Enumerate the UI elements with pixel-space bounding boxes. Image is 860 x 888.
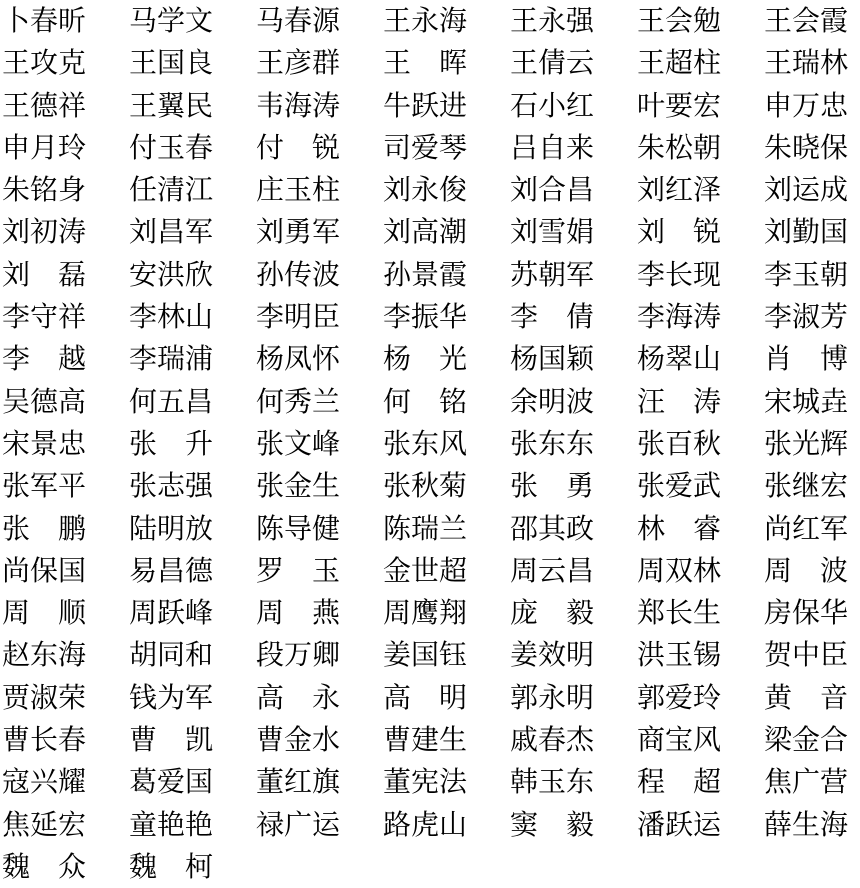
person-name: 何秀兰	[256, 384, 341, 418]
person-name: 杨 光	[383, 342, 468, 376]
person-name: 姜效明	[510, 638, 595, 672]
person-name: 贺中臣	[764, 638, 849, 672]
person-name: 童艳艳	[129, 807, 214, 841]
person-name: 刘 锐	[637, 215, 722, 249]
person-name: 戚春杰	[510, 723, 595, 757]
person-name: 刘红泽	[637, 173, 722, 207]
person-name: 窦 毅	[510, 807, 595, 841]
person-name: 王会勉	[637, 4, 722, 37]
person-name: 林 睿	[637, 511, 722, 545]
person-name: 朱松朝	[637, 130, 722, 164]
person-name: 曹 凯	[129, 723, 214, 757]
person-name: 张东风	[383, 426, 468, 460]
person-name: 吴德高	[2, 384, 87, 418]
person-name: 李振华	[383, 300, 468, 334]
person-name: 张东东	[510, 426, 595, 460]
person-name: 周鹰翔	[383, 596, 468, 630]
person-name: 刘勇军	[256, 215, 341, 249]
person-name: 付 锐	[256, 130, 341, 164]
person-name: 安洪欣	[129, 257, 214, 291]
person-name: 曹建生	[383, 723, 468, 757]
person-name: 董宪法	[383, 765, 468, 799]
person-name: 李守祥	[2, 300, 87, 334]
person-name: 王彦群	[256, 46, 341, 80]
person-name: 张秋菊	[383, 469, 468, 503]
person-name: 李海涛	[637, 300, 722, 334]
person-name: 郭爱玲	[637, 680, 722, 714]
person-name: 周双林	[637, 553, 722, 587]
person-name: 薛生海	[764, 807, 849, 841]
person-name: 张光辉	[764, 426, 849, 460]
person-name: 李长现	[637, 257, 722, 291]
person-name: 刘运成	[764, 173, 849, 207]
person-name: 陆明放	[129, 511, 214, 545]
person-name: 罗 玉	[256, 553, 341, 587]
person-name: 刘初涛	[2, 215, 87, 249]
person-name: 刘 磊	[2, 257, 87, 291]
person-name: 朱晓保	[764, 130, 849, 164]
person-name: 余明波	[510, 384, 595, 418]
person-name: 禄广运	[256, 807, 341, 841]
person-name: 钱为军	[129, 680, 214, 714]
person-name: 张金生	[256, 469, 341, 503]
person-name: 付玉春	[129, 130, 214, 164]
person-name: 房保华	[764, 596, 849, 630]
person-name: 焦广营	[764, 765, 849, 799]
person-name: 段万卿	[256, 638, 341, 672]
person-name: 周云昌	[510, 553, 595, 587]
person-name: 石小红	[510, 88, 595, 122]
person-name: 王瑞林	[764, 46, 849, 80]
person-name: 邵其政	[510, 511, 595, 545]
person-name: 张爱武	[637, 469, 722, 503]
person-name: 周 顺	[2, 596, 87, 630]
person-name: 王翼民	[129, 88, 214, 122]
person-name: 李 越	[2, 342, 87, 376]
person-name: 刘昌军	[129, 215, 214, 249]
person-name: 潘跃运	[637, 807, 722, 841]
person-name: 王会霞	[764, 4, 849, 37]
person-name: 何五昌	[129, 384, 214, 418]
person-name: 王永海	[383, 4, 468, 37]
person-name: 吕自来	[510, 130, 595, 164]
person-name: 杨国颖	[510, 342, 595, 376]
person-name: 李 倩	[510, 300, 595, 334]
person-name: 刘雪娟	[510, 215, 595, 249]
person-name: 王永强	[510, 4, 595, 37]
person-name: 刘勤国	[764, 215, 849, 249]
person-name: 孙景霞	[383, 257, 468, 291]
person-name: 卜春昕	[2, 4, 87, 37]
person-name: 李淑芳	[764, 300, 849, 334]
person-name: 郑长生	[637, 596, 722, 630]
person-name: 张军平	[2, 469, 87, 503]
person-name: 王德祥	[2, 88, 87, 122]
person-name: 张继宏	[764, 469, 849, 503]
person-name: 庞 毅	[510, 596, 595, 630]
person-name: 李瑞浦	[129, 342, 214, 376]
person-name: 申月玲	[2, 130, 87, 164]
person-name: 宋城垚	[764, 384, 849, 418]
person-name: 杨翠山	[637, 342, 722, 376]
person-name: 程 超	[637, 765, 722, 799]
person-name: 寇兴耀	[2, 765, 87, 799]
person-name: 杨凤怀	[256, 342, 341, 376]
person-name: 张 鹏	[2, 511, 87, 545]
person-name: 赵东海	[2, 638, 87, 672]
person-name: 周 燕	[256, 596, 341, 630]
person-name: 梁金合	[764, 723, 849, 757]
person-name: 孙传波	[256, 257, 341, 291]
person-name: 尚红军	[764, 511, 849, 545]
person-name: 庄玉柱	[256, 173, 341, 207]
person-name: 葛爱国	[129, 765, 214, 799]
person-name: 司爱琴	[383, 130, 468, 164]
person-name: 王 晖	[383, 46, 468, 80]
person-name: 焦延宏	[2, 807, 87, 841]
person-name: 牛跃进	[383, 88, 468, 122]
person-name: 肖 博	[764, 342, 849, 376]
person-name: 任清江	[129, 173, 214, 207]
person-name: 申万忠	[764, 88, 849, 122]
person-name: 曹金水	[256, 723, 341, 757]
person-name: 张 升	[129, 426, 214, 460]
person-name: 陈瑞兰	[383, 511, 468, 545]
person-name: 韦海涛	[256, 88, 341, 122]
person-name: 贾淑荣	[2, 680, 87, 714]
person-name: 黄 音	[764, 680, 849, 714]
person-name: 王倩云	[510, 46, 595, 80]
person-name: 易昌德	[129, 553, 214, 587]
person-name: 张文峰	[256, 426, 341, 460]
person-name: 高 永	[256, 680, 341, 714]
person-name: 马学文	[129, 4, 214, 37]
person-name: 胡同和	[129, 638, 214, 672]
person-name: 刘高潮	[383, 215, 468, 249]
person-name: 王国良	[129, 46, 214, 80]
person-name: 曹长春	[2, 723, 87, 757]
person-name: 王攻克	[2, 46, 87, 80]
person-name: 董红旗	[256, 765, 341, 799]
person-name: 李林山	[129, 300, 214, 334]
person-name: 李玉朝	[764, 257, 849, 291]
person-name: 商宝风	[637, 723, 722, 757]
person-name: 叶要宏	[637, 88, 722, 122]
person-name: 李明臣	[256, 300, 341, 334]
person-name: 张百秋	[637, 426, 722, 460]
person-name: 马春源	[256, 4, 341, 37]
person-name: 刘合昌	[510, 173, 595, 207]
person-name: 尚保国	[2, 553, 87, 587]
person-name: 张 勇	[510, 469, 595, 503]
person-name: 朱铭身	[2, 173, 87, 207]
person-name: 何 铭	[383, 384, 468, 418]
person-name: 韩玉东	[510, 765, 595, 799]
person-name: 宋景忠	[2, 426, 87, 460]
person-name: 汪 涛	[637, 384, 722, 418]
person-name: 郭永明	[510, 680, 595, 714]
person-name: 刘永俊	[383, 173, 468, 207]
person-name: 苏朝军	[510, 257, 595, 291]
person-name: 张志强	[129, 469, 214, 503]
person-name: 周跃峰	[129, 596, 214, 630]
person-name: 王超柱	[637, 46, 722, 80]
person-name: 魏 柯	[129, 849, 214, 883]
person-name: 金世超	[383, 553, 468, 587]
person-name: 高 明	[383, 680, 468, 714]
person-name: 洪玉锡	[637, 638, 722, 672]
person-name: 魏 众	[2, 849, 87, 883]
person-name: 陈导健	[256, 511, 341, 545]
person-name: 姜国钰	[383, 638, 468, 672]
person-name: 路虎山	[383, 807, 468, 841]
person-name: 周 波	[764, 553, 849, 587]
